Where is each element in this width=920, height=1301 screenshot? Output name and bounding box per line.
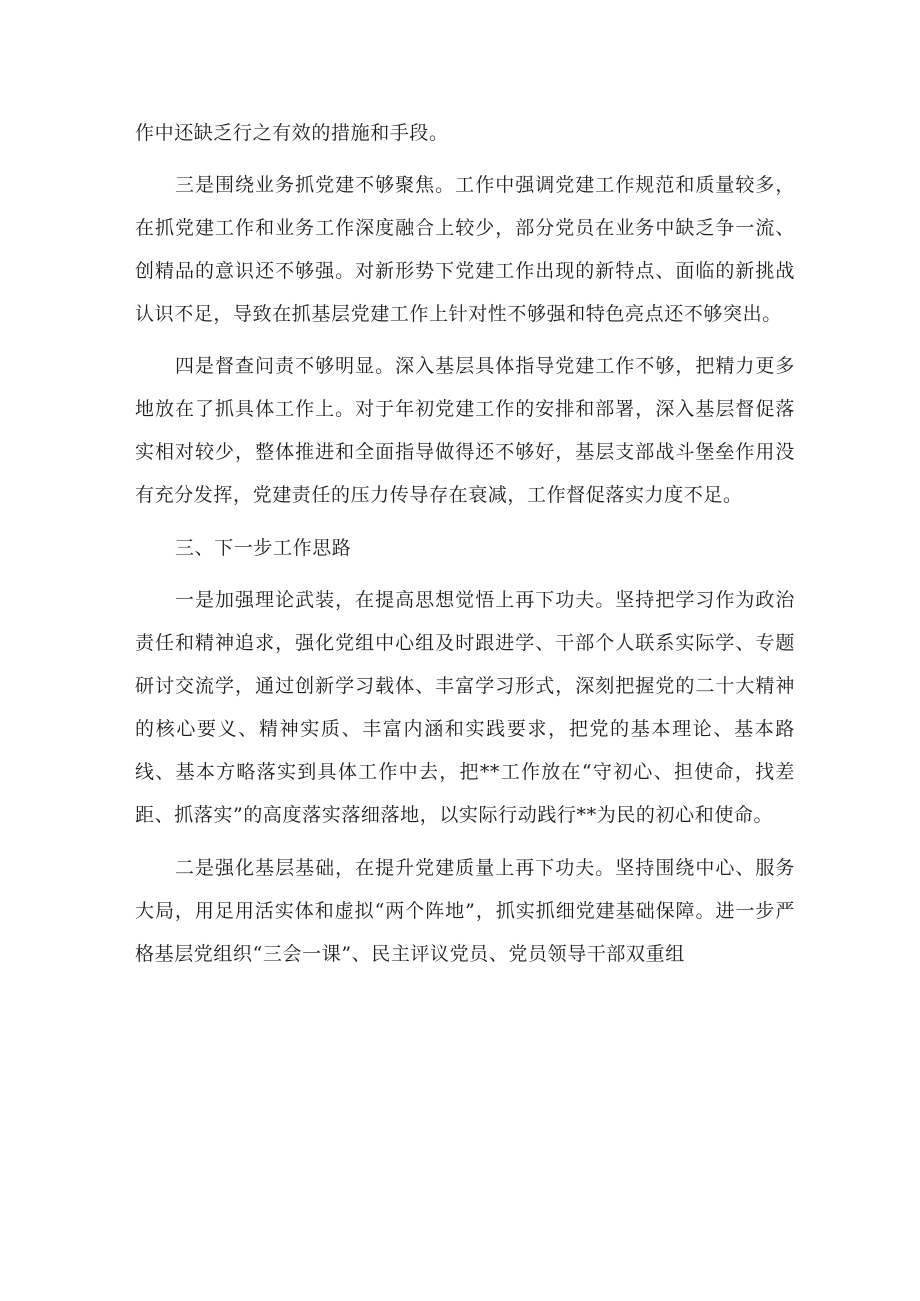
- paragraph-next-step-one: 一是加强理论武装，在提高思想觉悟上再下功夫。坚持把学习作为政治责任和精神追求，强化党组中心组及时跟进学、干部个人联系实际学、专题研讨交流学，通过创新学习载体、丰富学习形式，深刻把握党的二十大精神的核心要义、精神实质、丰富内涵和实践要求，把党的基本理论、基本路线、基本方略落实到具体工作中去，把**工作放在“守初心、担使命，找差距、抓落实”的高度落实落细落地，以实际行动践行**为民的初心和使命。: [135, 589, 795, 826]
- paragraph-point-four: 四是督查问责不够明显。深入基层具体指导党建工作不够，把精力更多地放在了抓具体工作上。对于年初党建工作的安排和部署，深入基层督促落实相对较少，整体推进和全面指导做得还不够好，基层支部战斗堡垒作用没有充分发挥，党建责任的压力传导存在衰减，工作督促落实力度不足。: [135, 355, 795, 506]
- section-heading: 三、下一步工作思路: [175, 537, 352, 559]
- document-body: [135, 112, 795, 976]
- paragraph-next-step-two: 二是强化基层基础，在提升党建质量上再下功夫。坚持围绕中心、服务大局，用足用活实体和虚拟“两个阵地”，抓实抓细党建基础保障。进一步严格基层党组织“三会一课”、民主评议党员、党员领导干部双重组: [135, 857, 795, 965]
- paragraph-point-three: 三是围绕业务抓党建不够聚焦。工作中强调党建工作规范和质量较多，在抓党建工作和业务工作深度融合上较少，部分党员在业务中缺乏争一流、创精品的意识还不够强。对新形势下党建工作出现的新特点、面临的新挑战认识不足，导致在抓基层党建工作上针对性不够强和特色亮点还不够突出。: [135, 174, 795, 325]
- paragraph-continuation: 作中还缺乏行之有效的措施和手段。: [135, 122, 449, 144]
